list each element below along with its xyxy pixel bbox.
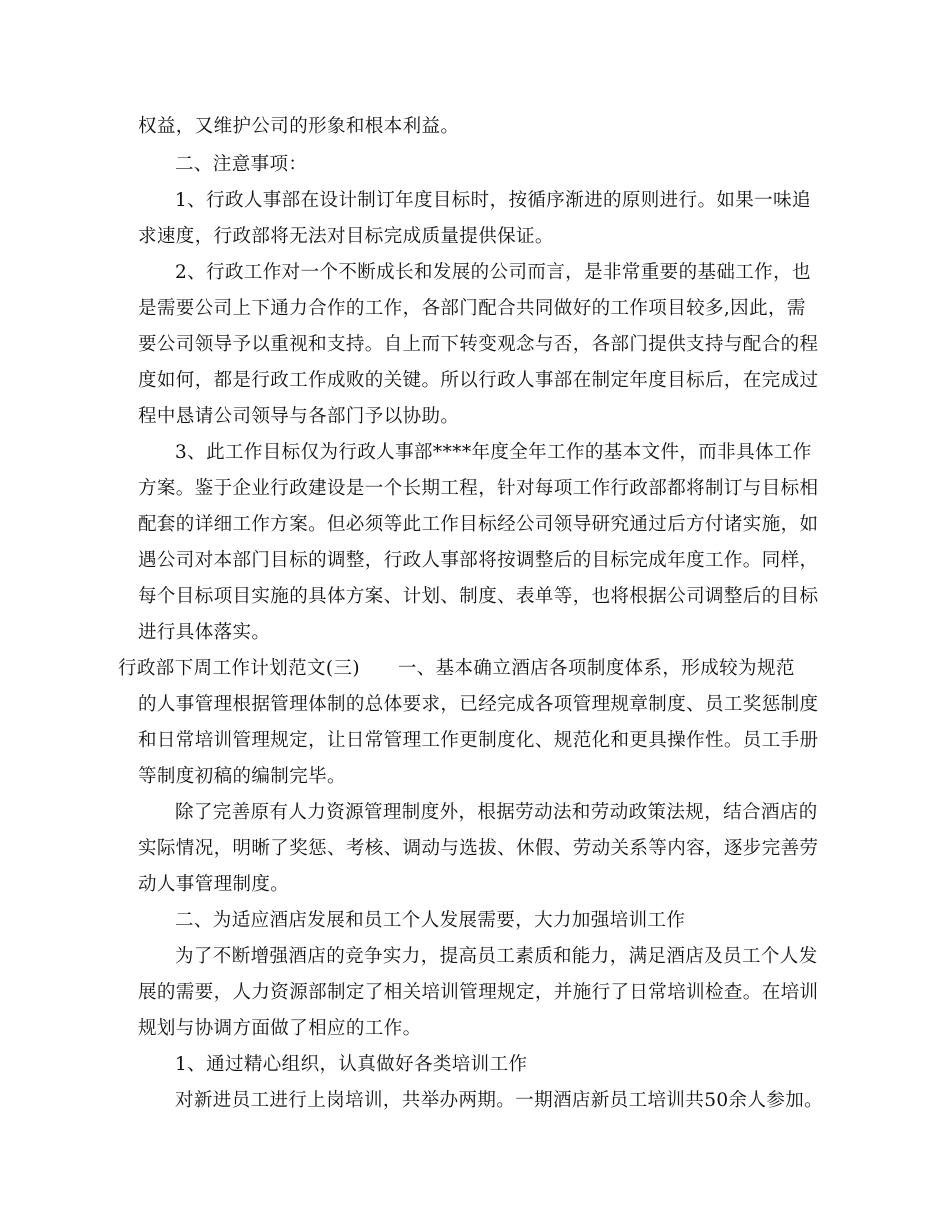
text-line: 权益，又维护公司的形象和根本利益。: [138, 116, 460, 137]
text-line: 动人事管理制度。: [138, 874, 290, 895]
text-line: 3、此工作目标仅为行政人事部****年度全年工作的基本文件，而非具体工作: [175, 442, 812, 463]
text-line: 1、通过精心组织，认真做好各类培训工作: [175, 1054, 528, 1075]
text-line: 1、行政人事部在设计制订年度目标时，按循序渐进的原则进行。如果一味追: [175, 190, 811, 211]
text-line: 实际情况，明晰了奖惩、考核、调动与选拔、休假、劳动关系等内容，逐步完善劳: [138, 838, 819, 859]
text-line: 对新进员工进行上岗培训，共举办两期。一期酒店新员工培训共50余人参加。: [175, 1090, 824, 1111]
text-line: 规划与协调方面做了相应的工作。: [138, 1018, 422, 1039]
section-heading: 二、为适应酒店发展和员工个人发展需要，大力加强培训工作: [175, 910, 686, 931]
article-title-line: 行政部下周工作计划范文(三) 一、基本确立酒店各项制度体系，形成较为规范: [118, 658, 795, 679]
text-line: 求速度，行政部将无法对目标完成质量提供保证。: [138, 226, 554, 247]
text-line: 的人事管理根据管理体制的总体要求，已经完成各项管理规章制度、员工奖惩制度: [138, 694, 819, 715]
section-heading: 二、注意事项：: [175, 154, 308, 175]
text-line: 进行具体落实。: [138, 622, 271, 643]
text-line: 方案。鉴于企业行政建设是一个长期工程，针对每项工作行政部都将制订与目标相: [138, 478, 819, 499]
text-line: 除了完善原有人力资源管理制度外，根据劳动法和劳动政策法规，结合酒店的: [175, 802, 818, 823]
text-line: 配套的详细工作方案。但必须等此工作目标经公司领导研究通过后方付诸实施，如: [138, 514, 819, 535]
text-line: 是需要公司上下通力合作的工作，各部门配合共同做好的工作项目较多,因此，需: [138, 298, 806, 319]
text-line: 每个目标项目实施的具体方案、计划、制度、表单等，也将根据公司调整后的目标: [138, 586, 819, 607]
text-line: 展的需要，人力资源部制定了相关培训管理规定，并施行了日常培训检查。在培训: [138, 982, 819, 1003]
text-line: 要公司领导予以重视和支持。自上而下转变观念与否，各部门提供支持与配合的程: [138, 334, 819, 355]
text-line: 遇公司对本部门目标的调整，行政人事部将按调整后的目标完成年度工作。同样，: [138, 550, 819, 571]
text-line: 和日常培训管理规定，让日常管理工作更制度化、规范化和更具操作性。员工手册: [138, 730, 819, 751]
text-line: 度如何，都是行政工作成败的关键。所以行政人事部在制定年度目标后，在完成过: [138, 370, 819, 391]
text-line: 程中恳请公司领导与各部门予以协助。: [138, 406, 460, 427]
text-line: 等制度初稿的编制完毕。: [138, 766, 346, 787]
text-line: 2、行政工作对一个不断成长和发展的公司而言，是非常重要的基础工作，也: [175, 262, 811, 283]
text-line: 为了不断增强酒店的竞争实力，提高员工素质和能力，满足酒店及员工个人发: [175, 946, 818, 967]
